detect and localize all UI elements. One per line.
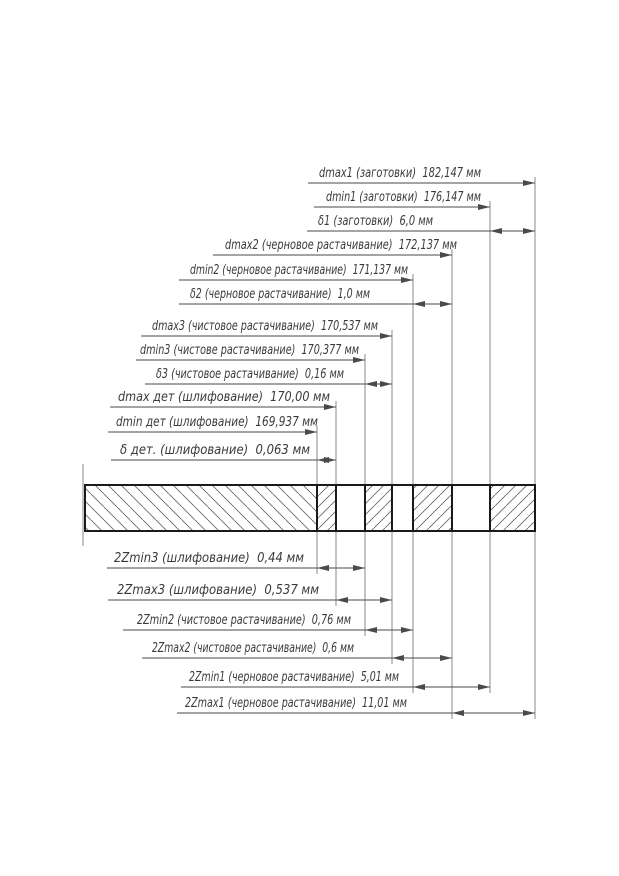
dimension-row bbox=[123, 613, 413, 633]
dimension-arrow bbox=[365, 627, 377, 633]
dimension-row bbox=[108, 415, 318, 435]
dimension-row bbox=[110, 390, 336, 410]
dimension-row bbox=[142, 641, 452, 661]
dimension-row bbox=[213, 238, 457, 258]
dimension-arrow bbox=[413, 684, 425, 690]
dimension-row bbox=[307, 214, 535, 234]
dimension-arrow bbox=[317, 565, 329, 571]
dimension-arrow bbox=[380, 381, 392, 387]
dimension-arrow bbox=[380, 333, 392, 339]
dimension-arrow bbox=[523, 180, 535, 186]
dimension-arrow bbox=[380, 597, 392, 603]
dimension-row bbox=[141, 319, 392, 339]
dimension-arrow bbox=[401, 627, 413, 633]
bar-segment-bg bbox=[392, 485, 413, 531]
dimension-label: dmax2 (черновое растачивание) 172,137 мм bbox=[225, 238, 458, 253]
dimension-label: dmin1 (заготовки) 176,147 мм bbox=[326, 190, 482, 205]
dimension-row bbox=[181, 670, 490, 690]
dimension-row bbox=[177, 696, 535, 716]
dimension-row bbox=[108, 583, 392, 603]
dimension-label: 2Zmax2 (чистовое растачивание) 0,6 мм bbox=[152, 641, 355, 656]
dimension-row bbox=[136, 343, 365, 363]
dimension-arrow bbox=[523, 228, 535, 234]
bar-segment bbox=[365, 485, 392, 531]
dimension-arrow bbox=[365, 381, 377, 387]
dimension-label: 2Zmin2 (чистовое растачивание) 0,76 мм bbox=[137, 613, 352, 628]
dimension-arrow bbox=[336, 597, 348, 603]
dimension-label: 2Zmax1 (черновое растачивание) 11,01 мм bbox=[185, 696, 408, 711]
bar-segment bbox=[85, 485, 317, 531]
dimension-row bbox=[145, 367, 392, 387]
dimension-label: 2Zmax3 (шлифование) 0,537 мм bbox=[117, 583, 320, 598]
dimension-arrow bbox=[440, 655, 452, 661]
dimension-arrow bbox=[353, 565, 365, 571]
dimension-label: δ2 (черновое растачивание) 1,0 мм bbox=[190, 287, 371, 302]
dimension-arrow bbox=[324, 457, 336, 463]
dimension-arrow bbox=[452, 710, 464, 716]
dimension-arrow bbox=[392, 655, 404, 661]
dimension-label: dmin3 (чистове растачивание) 170,377 мм bbox=[140, 343, 360, 358]
dimension-label: dmax1 (заготовки) 182,147 мм bbox=[319, 166, 482, 181]
dimension-label: 2Zmin3 (шлифование) 0,44 мм bbox=[114, 551, 305, 566]
bar-segment bbox=[490, 485, 535, 531]
dimension-row bbox=[111, 443, 336, 463]
dimension-arrow bbox=[523, 710, 535, 716]
dimension-label: dmax3 (чистовое растачивание) 170,537 мм bbox=[152, 319, 379, 334]
dimension-label: δ3 (чистовое растачивание) 0,16 мм bbox=[156, 367, 345, 382]
dimension-row bbox=[179, 287, 452, 307]
dimension-row bbox=[107, 551, 365, 571]
bar-segment-bg bbox=[452, 485, 490, 531]
dimension-label: 2Zmin1 (черновое растачивание) 5,01 мм bbox=[189, 670, 400, 685]
dimension-row bbox=[308, 166, 535, 186]
dimension-row bbox=[179, 263, 413, 283]
dimension-label: dmin дет (шлифование) 169,937 мм bbox=[116, 415, 319, 430]
dimension-arrow bbox=[413, 301, 425, 307]
dimension-label: dmin2 (черновое растачивание) 171,137 мм bbox=[190, 263, 409, 278]
dimension-arrow bbox=[490, 228, 502, 234]
bar-segment bbox=[413, 485, 452, 531]
dimension-label: δ дет. (шлифование) 0,063 мм bbox=[120, 443, 311, 458]
dimension-label: dmax дет (шлифование) 170,00 мм bbox=[118, 390, 331, 405]
dimension-row bbox=[314, 190, 490, 210]
dimension-arrow bbox=[440, 301, 452, 307]
dimension-label: δ1 (заготовки) 6,0 мм bbox=[318, 214, 434, 229]
dimension-arrow bbox=[478, 684, 490, 690]
bar-segment bbox=[317, 485, 336, 531]
bar-segment-bg bbox=[336, 485, 365, 531]
